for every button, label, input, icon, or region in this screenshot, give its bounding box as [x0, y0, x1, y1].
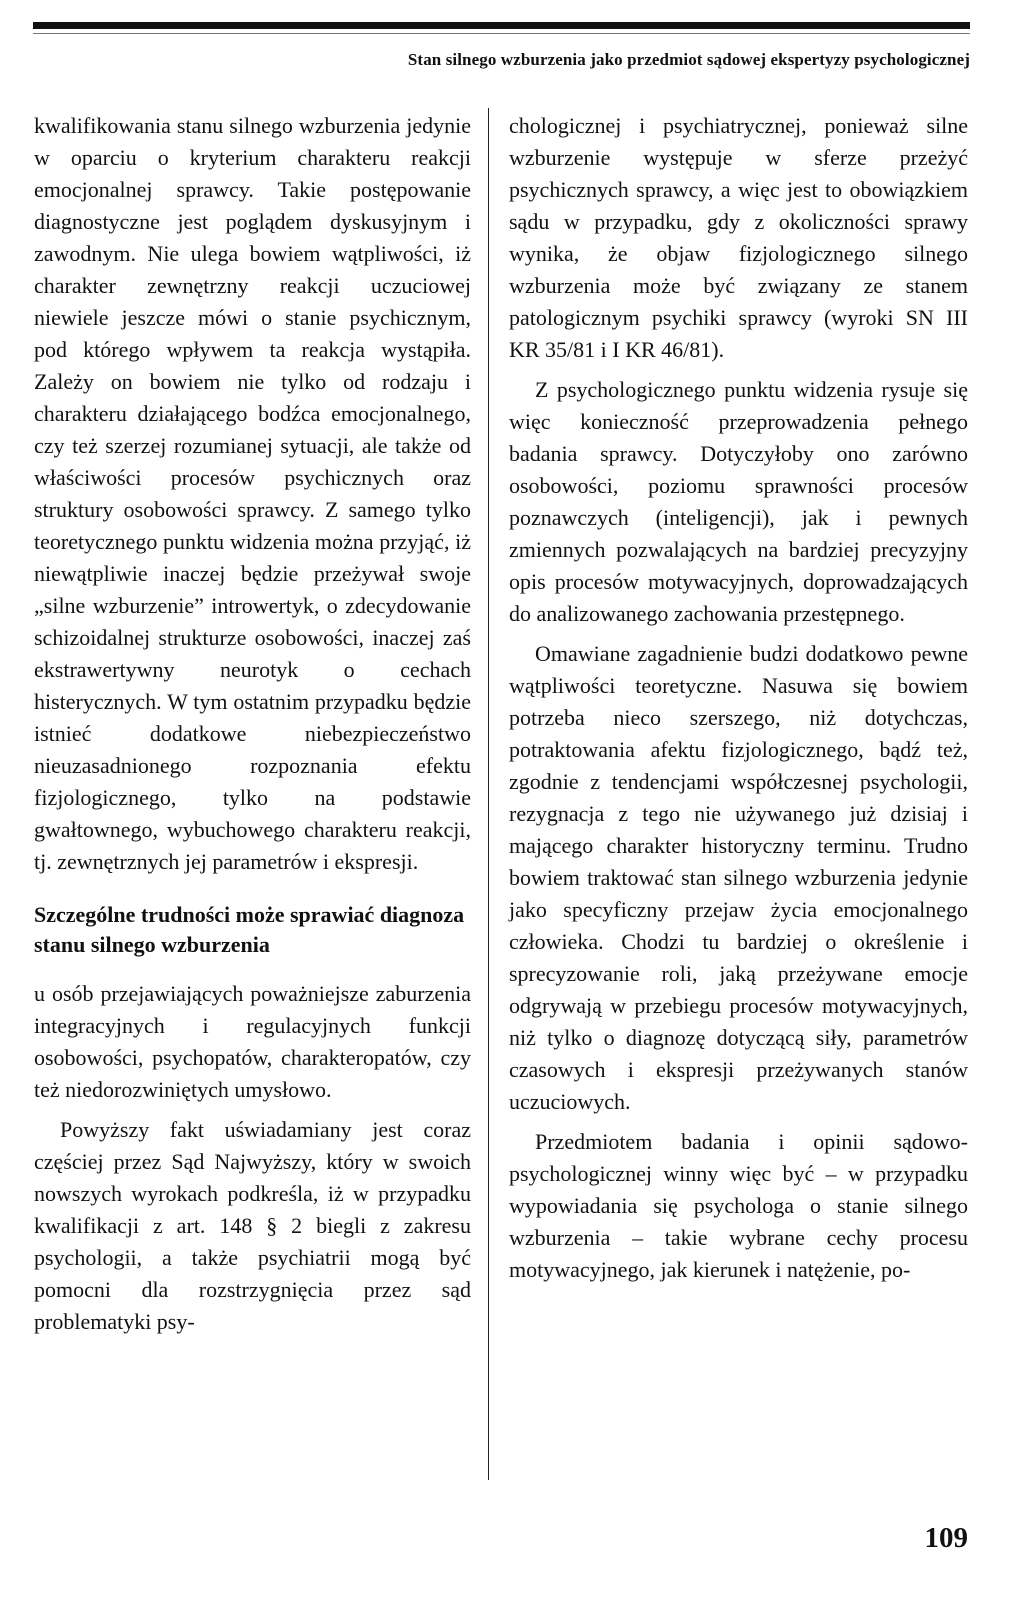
right-paragraph-3: Omawiane zagadnienie budzi dodatkowo pewne wątpliwości teoretyczne. Nasuwa się bowiem potrzeba nieco szerszego, niż dotychczas, potraktowania afektu fizjologicznego, bądź też, zgodnie z tendencjami współczesnej psychologii, rezygnacja z tego nie używanego już dzisiaj i mającego charakter historyczny terminu. Trudno bowiem traktować stan silnego wzburzenia jedynie jako specyficzny przejaw życia emocjonalnego człowieka. Chodzi tu bardziej o określenie i sprecyzowanie roli, jaką przeżywane emocje odgrywają w przebiegu procesów motywacyjnych, niż tylko o diagnozę dotyczącą siły, parametrów czasowych i ekspresji przeżywanych stanów uczuciowych.: [509, 641, 968, 1114]
section-heading: Szczególne trudności może sprawiać diagnoza stanu silnego wzburzenia: [34, 902, 465, 957]
left-paragraph-3: Powyższy fakt uświadamiany jest coraz częściej przez Sąd Najwyższy, który w swoich nowszych wyrokach podkreśla, iż w przypadku kwalifikacji z art. 148 § 2 biegli z zakresu psychologii, a także psychiatrii mogą być pomocni dla rozstrzygnięcia przez sąd problematyki psy-: [34, 1117, 471, 1334]
left-paragraph-1: kwalifikowania stanu silnego wzburzenia jedynie w oparciu o kryterium charakteru reakcji emocjonalnej sprawcy. Takie postępowanie diagnostyczne jest poglądem dyskusyjnym i zawodnym. Nie ulega bowiem wątpliwości, iż charakter zewnętrzny reakcji uczuciowej niewiele jeszcze mówi o stanie psychicznym, pod którego wpływem ta reakcja wystąpiła. Zależy on bowiem nie tylko od rodzaju i charakteru działającego bodźca emocjonalnego, czy też szerzej rozumianej sytuacji, ale także od właściwości procesów psychicznych oraz struktury osobowości sprawcy. Z samego tylko teoretycznego punktu widzenia można przyjąć, iż niewątpliwie inaczej będzie przeżywał swoje „silne wzburzenie” introwertyk, o zdecydowanie schizoidalnej strukturze osobowości, inaczej zaś ekstrawertywny neurotyk o cechach histerycznych. W tym ostatnim przypadku będzie istnieć dodatkowe niebezpieczeństwo nieuzasadnionego rozpoznania efektu fizjologicznego, tylko na podstawie gwałtownego, wybuchowego charakteru reakcji, tj. zewnętrznych jej parametrów i ekspresji.: [34, 113, 471, 874]
right-column: [509, 110, 968, 1286]
right-paragraph-4: Przedmiotem badania i opinii sądowo-psychologicznej winny więc być – w przypadku wypowiadania się psychologa o stanie silnego wzburzenia – takie wybrane cechy procesu motywacyjnego, jak kierunek i natężenie, po-: [509, 1129, 968, 1282]
left-paragraph-2: u osób przejawiających poważniejsze zaburzenia integracyjnych i regulacyjnych funkcji osobowości, psychopatów, charakteropatów, czy też niedorozwiniętych umysłowo.: [34, 981, 471, 1102]
right-paragraph-2: Z psychologicznego punktu widzenia rysuje się więc konieczność przeprowadzenia pełnego badania sprawcy. Dotyczyłoby ono zarówno osobowości, poziomu sprawności procesów poznawczych (inteligencji), jak i pewnych zmiennych pozwalających na bardziej precyzyjny opis procesów motywacyjnych, doprowadzających do analizowanego zachowania przestępnego.: [509, 377, 968, 626]
right-paragraph-1: chologicznej i psychiatrycznej, ponieważ silne wzburzenie występuje w sferze przeżyć psychicznych sprawcy, a więc jest to obowiązkiem sądu w przypadku, gdy z okoliczności sprawy wynika, że objaw fizjologicznego silnego wzburzenia może być związany ze stanem patologicznym psychiki sprawcy (wyroki SN III KR 35/81 i I KR 46/81).: [509, 113, 968, 362]
header-rule-thin: [33, 33, 970, 34]
header-rule: [33, 22, 970, 29]
column-divider: [488, 108, 489, 1480]
left-column: [34, 110, 471, 1338]
page-number: 109: [924, 1522, 968, 1554]
running-head: Stan silnego wzburzenia jako przedmiot sądowej ekspertyzy psychologicznej: [407, 50, 970, 69]
